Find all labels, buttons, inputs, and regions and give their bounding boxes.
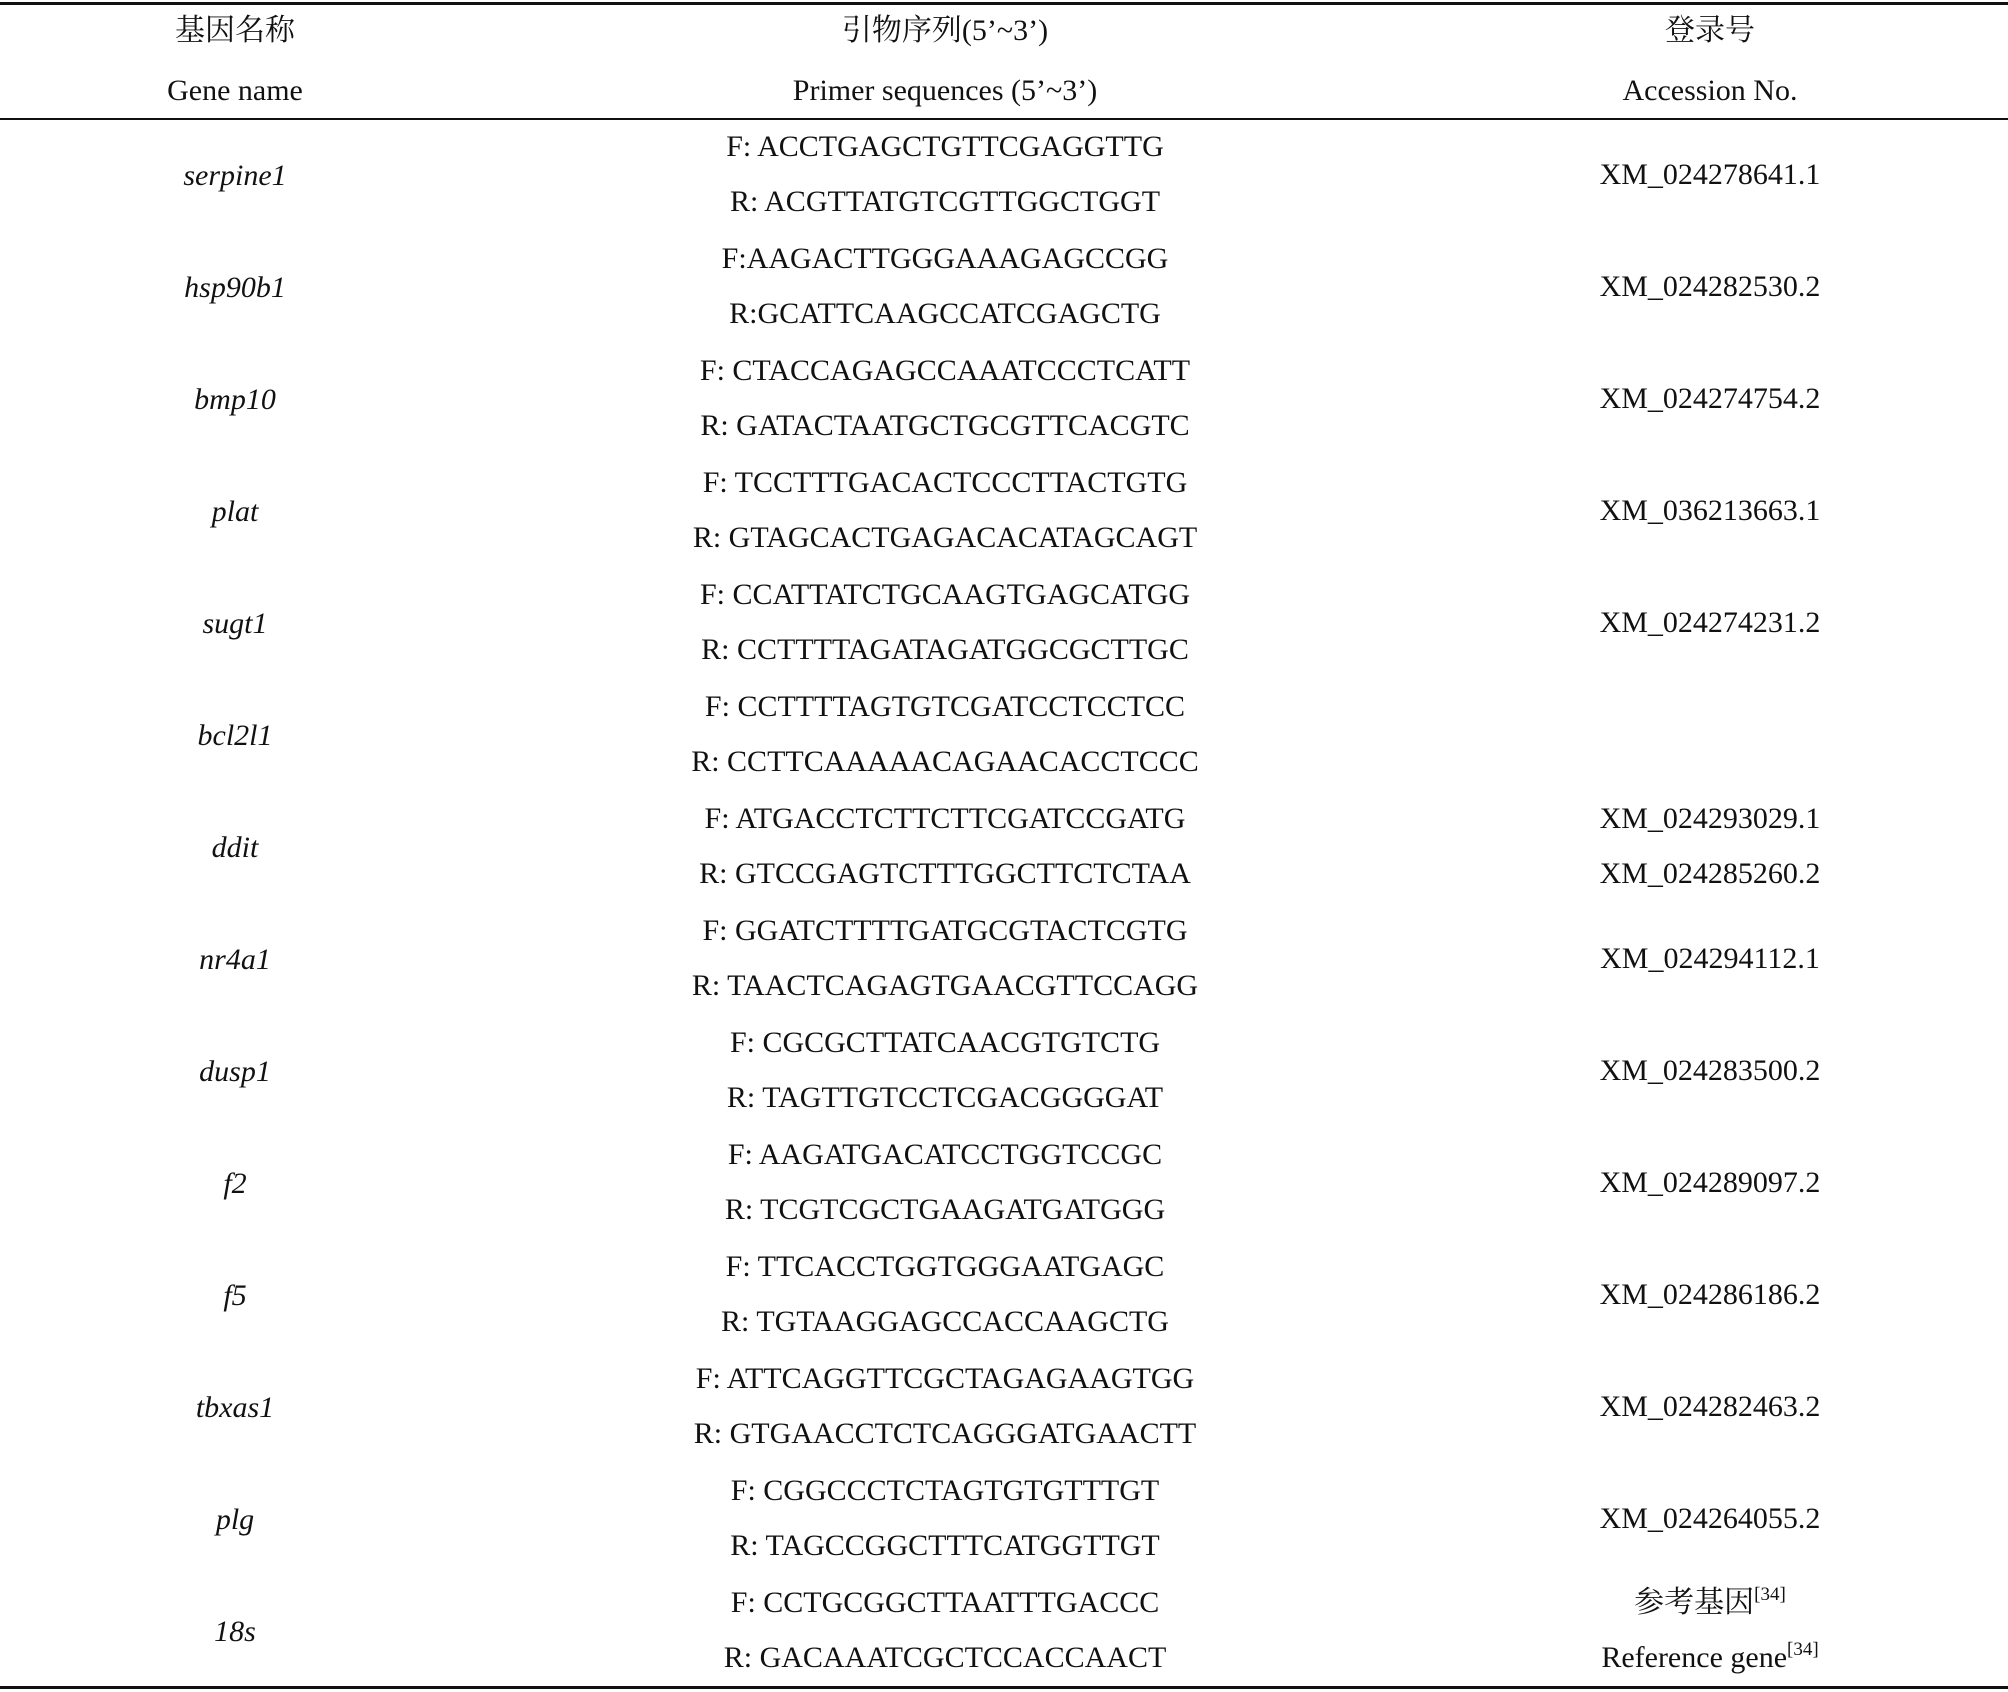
citation-ref: [34] — [1787, 1639, 1819, 1660]
accession-number: XM_024274231.2 — [1599, 606, 1821, 639]
reference-gene-en — [1510, 1639, 1910, 1674]
accession-number: XM_024282463.2 — [1599, 1390, 1821, 1423]
reverse-primer: R: GTGAACCTCTCAGGGATGAACTT — [693, 1417, 1197, 1450]
accession-number: XM_024286186.2 — [1599, 1278, 1821, 1311]
header-primer-en: Primer sequences (5’~3’) — [792, 74, 1098, 107]
accession-number: XM_024282530.2 — [1599, 270, 1821, 303]
accession-number: XM_024293029.1 — [1599, 802, 1821, 835]
forward-primer: F: CGCGCTTATCAACGTGTCTG — [729, 1026, 1161, 1059]
table-row — [0, 792, 2008, 904]
accession-number: XM_024278641.1 — [1599, 158, 1821, 191]
accession-number: XM_024289097.2 — [1599, 1166, 1821, 1199]
gene-name: f5 — [223, 1279, 247, 1312]
accession-number: XM_024285260.2 — [1599, 857, 1821, 890]
reverse-primer: R: GTCCGAGTCTTTGGCTTCTCTAA — [699, 857, 1191, 890]
reverse-primer: R: ACGTTATGTCGTTGGCTGGT — [729, 185, 1161, 218]
header-primer-cn: 引物序列(5’~3’) — [841, 14, 1049, 47]
forward-primer: F: CCTGCGGCTTAATTTGACCC — [730, 1586, 1160, 1619]
table-bottom-rule — [0, 1686, 2008, 1689]
table-row — [0, 1016, 2008, 1128]
header-gene-en: Gene name — [167, 74, 303, 107]
header-accession-en: Accession No. — [1622, 74, 1798, 107]
table-row — [0, 1352, 2008, 1464]
accession-number: XM_036213663.1 — [1599, 494, 1821, 527]
forward-primer: F: CCATTATCTGCAAGTGAGCATGG — [699, 578, 1191, 611]
table-row — [0, 568, 2008, 680]
reverse-primer: R: TAGCCGGCTTTCATGGTTGT — [730, 1529, 1160, 1562]
table-row — [0, 456, 2008, 568]
reference-gene-cn — [1510, 1584, 1910, 1619]
reverse-primer: R: GACAAATCGCTCCACCAACT — [723, 1641, 1167, 1674]
reverse-primer: R: TGTAAGGAGCCACCAAGCTG — [721, 1305, 1169, 1338]
forward-primer: F: TTCACCTGGTGGGAATGAGC — [725, 1250, 1165, 1283]
gene-name: bmp10 — [194, 383, 276, 416]
table-row — [0, 904, 2008, 1016]
forward-primer: F: AAGATGACATCCTGGTCCGC — [727, 1138, 1163, 1171]
accession-number: XM_024274754.2 — [1599, 382, 1821, 415]
gene-name: tbxas1 — [195, 1391, 275, 1424]
reverse-primer: R:GCATTCAAGCCATCGAGCTG — [729, 297, 1161, 330]
reverse-primer: R: GTAGCACTGAGACACATAGCAGT — [692, 521, 1198, 554]
forward-primer: F: ATTCAGGTTCGCTAGAGAAGTGG — [695, 1362, 1195, 1395]
gene-name: sugt1 — [202, 607, 268, 640]
table-row — [0, 1576, 2008, 1688]
header-gene-cn: 基因名称 — [175, 14, 295, 47]
forward-primer: F: ATGACCTCTTCTTCGATCCGATG — [704, 802, 1186, 835]
gene-name: hsp90b1 — [184, 271, 286, 304]
gene-name: 18s — [214, 1615, 256, 1648]
gene-name: dusp1 — [199, 1055, 271, 1088]
table-row — [0, 344, 2008, 456]
gene-name: serpine1 — [183, 159, 287, 192]
table-row — [0, 1128, 2008, 1240]
table-row — [0, 680, 2008, 792]
table-row — [0, 232, 2008, 344]
reverse-primer: R: CCTTTTAGATAGATGGCGCTTGC — [701, 633, 1189, 666]
gene-name: bcl2l1 — [197, 719, 273, 752]
accession-number: XM_024264055.2 — [1599, 1502, 1821, 1535]
reference-gene-en-label: Reference gene — [1601, 1641, 1788, 1674]
accession-number: XM_024294112.1 — [1600, 942, 1820, 975]
reverse-primer: R: TAACTCAGAGTGAACGTTCCAGG — [691, 969, 1199, 1002]
reverse-primer: R: TAGTTGTCCTCGACGGGGAT — [726, 1081, 1164, 1114]
table-row — [0, 1464, 2008, 1576]
forward-primer: F:AAGACTTGGGAAAGAGCCGG — [721, 242, 1169, 275]
gene-name: f2 — [223, 1167, 247, 1200]
table-row — [0, 1240, 2008, 1352]
reverse-primer: R: GATACTAATGCTGCGTTCACGTC — [700, 409, 1190, 442]
gene-name: ddit — [211, 831, 259, 864]
header-accession-cn: 登录号 — [1665, 14, 1755, 47]
table-header — [0, 0, 2008, 118]
forward-primer: F: ACCTGAGCTGTTCGAGGTTG — [726, 130, 1164, 163]
reference-gene-cn-label: 参考基因 — [1634, 1586, 1755, 1619]
accession-number: XM_024283500.2 — [1599, 1054, 1821, 1087]
forward-primer: F: CGGCCCTCTAGTGTGTTTGT — [730, 1474, 1160, 1507]
reverse-primer: R: CCTTCAAAAACAGAACACCTCCC — [691, 745, 1199, 778]
gene-name: nr4a1 — [199, 943, 271, 976]
forward-primer: F: CCTTTTAGTGTCGATCCTCCTCC — [704, 690, 1186, 723]
forward-primer: F: GGATCTTTTGATGCGTACTCGTG — [702, 914, 1188, 947]
forward-primer: F: CTACCAGAGCCAAATCCCTCATT — [699, 354, 1191, 387]
table-row — [0, 120, 2008, 232]
gene-name: plg — [215, 1503, 255, 1536]
citation-ref: [34] — [1754, 1584, 1786, 1605]
reverse-primer: R: TCGTCGCTGAAGATGATGGG — [724, 1193, 1166, 1226]
forward-primer: F: TCCTTTGACACTCCCTTACTGTG — [702, 466, 1188, 499]
gene-name: plat — [211, 495, 259, 528]
